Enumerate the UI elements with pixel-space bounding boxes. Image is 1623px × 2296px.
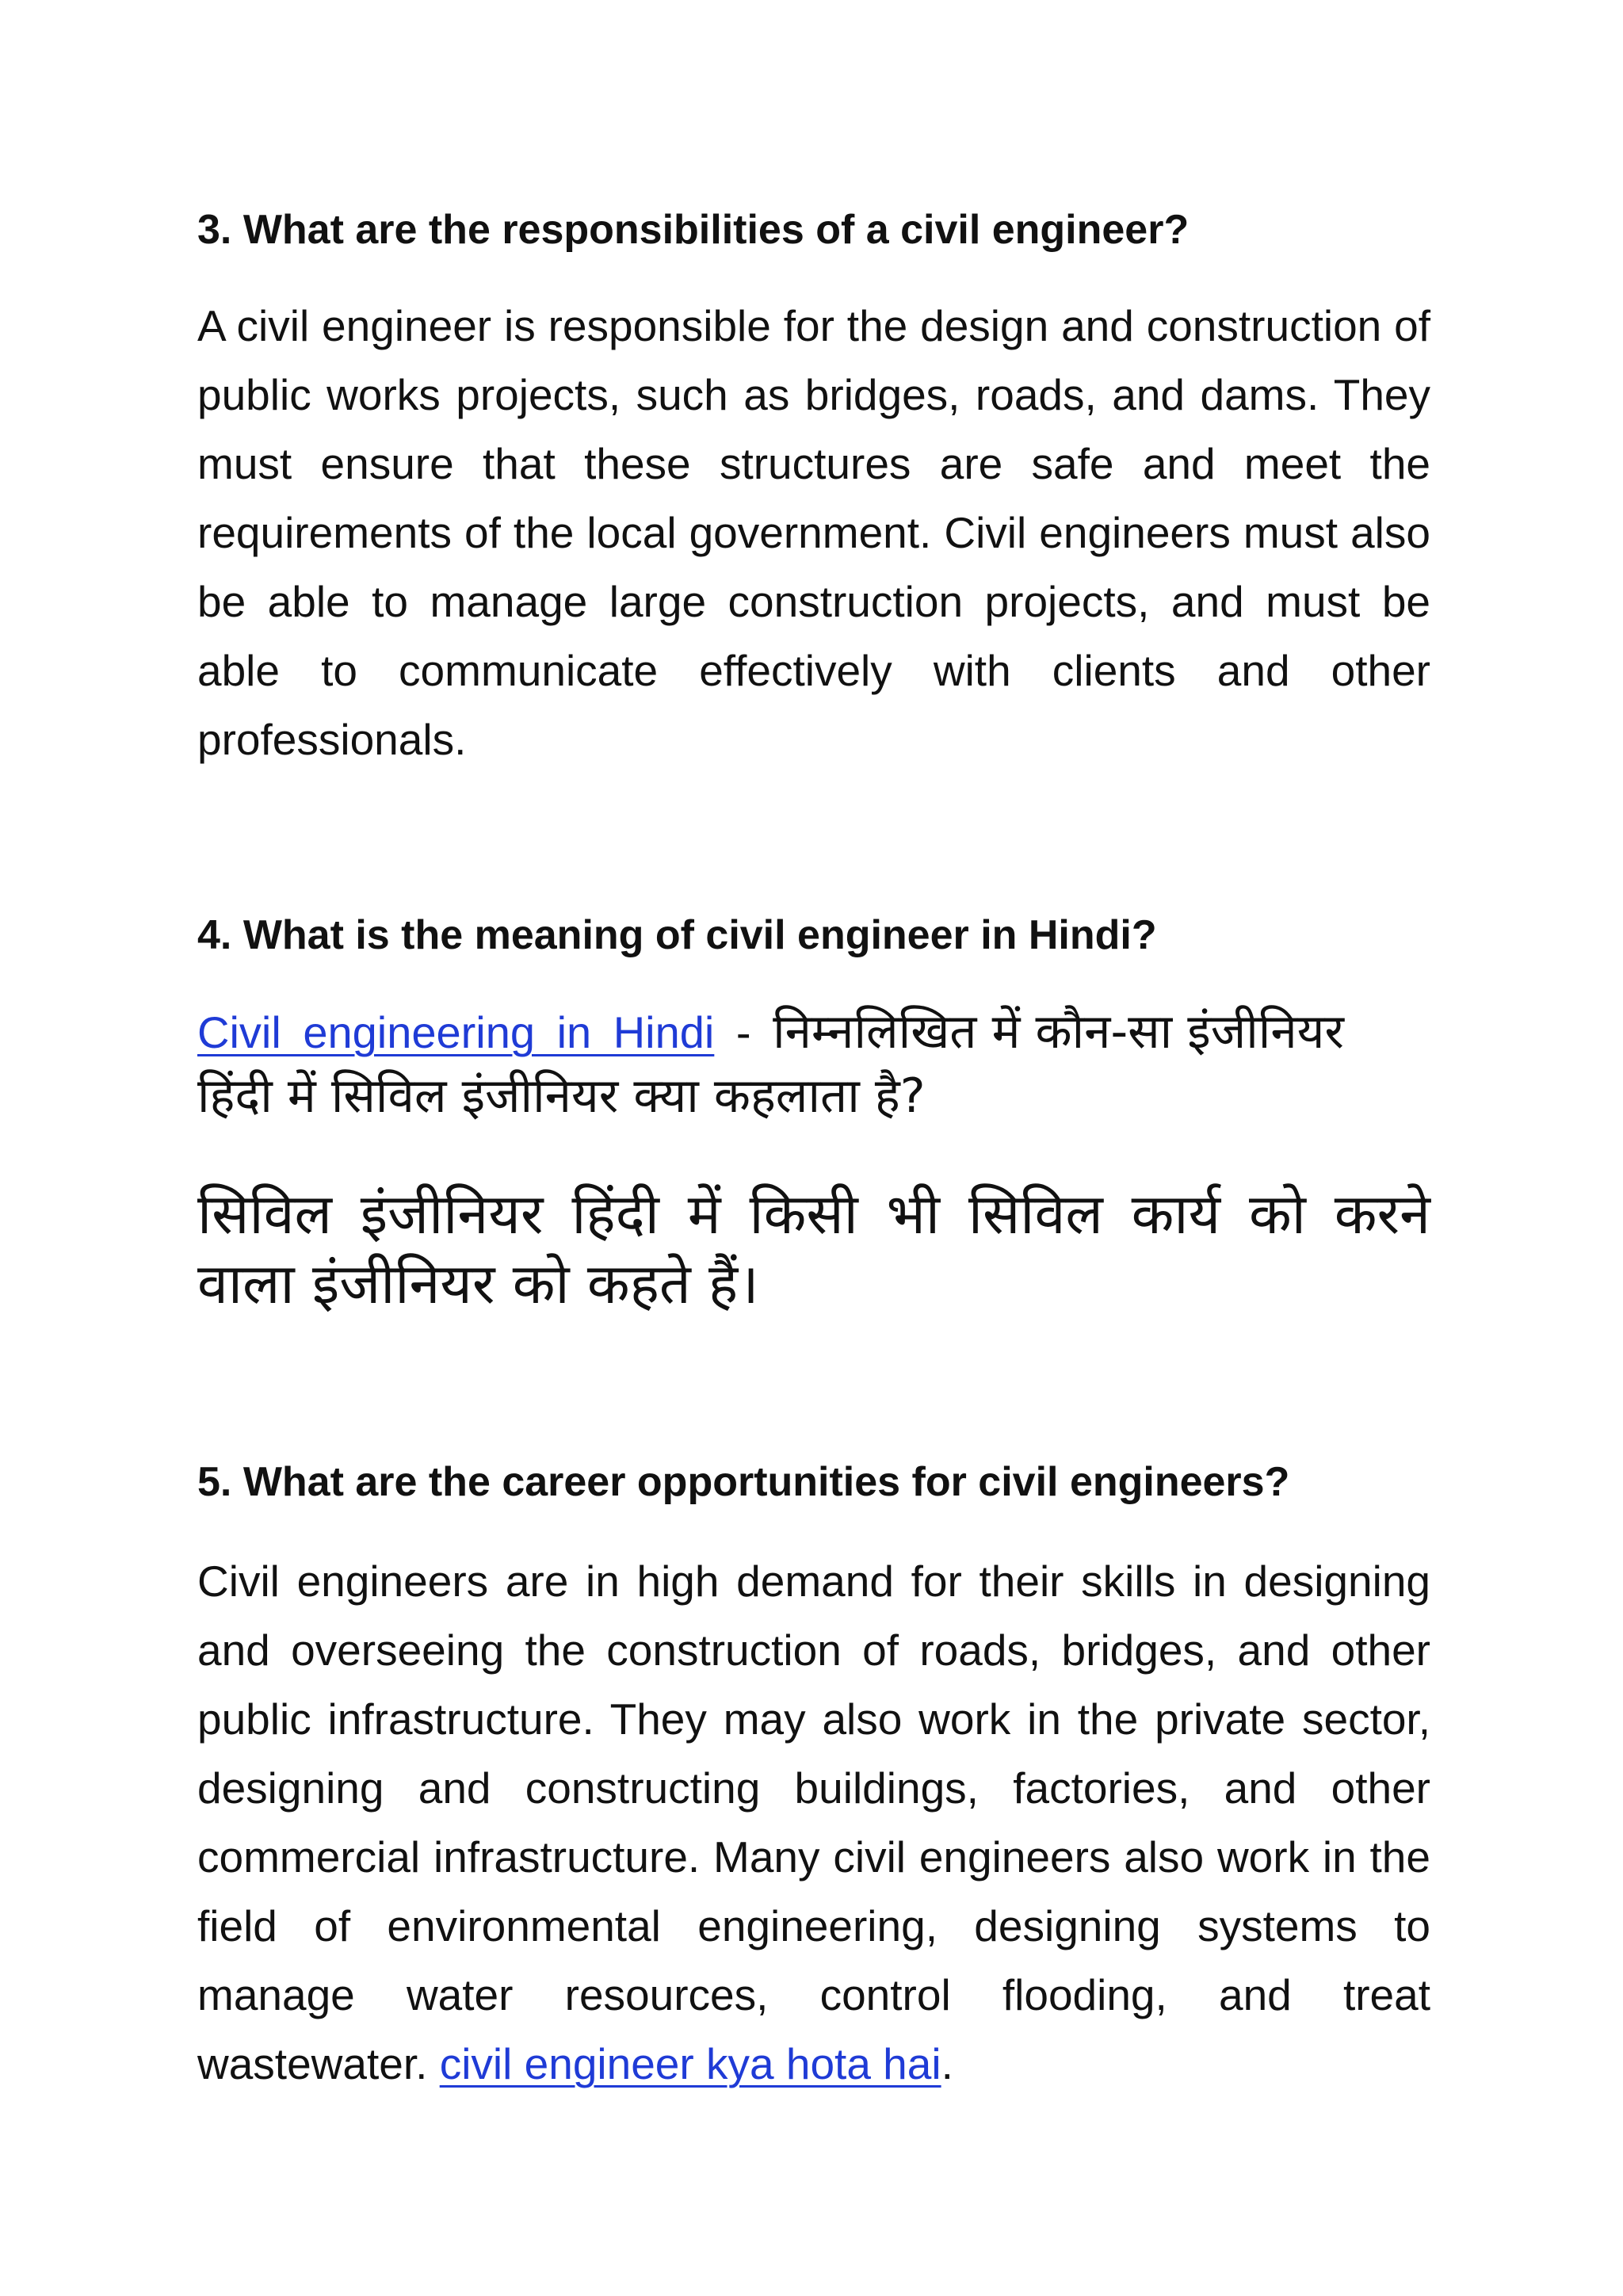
trailing-period: .: [941, 2039, 953, 2088]
question-5-answer-text: Civil engineers are in high demand for their skills in designing and overseeing the construction of roads, bridges, and other public infrastructure. They may also work in the private sector, designing and constructing buildings, factories, and other commercial infrastructure. Many civil engineers also work in the field of environmental engineering, designing systems to manage water resources, control flooding, and treat wastewater.: [197, 1557, 1430, 2088]
question-4-answer-line: [197, 1000, 1430, 1128]
civil-engineering-hindi-link[interactable]: Civil engineering in Hindi: [197, 1007, 715, 1057]
question-3-heading: 3. What are the responsibilities of a civil engineer?: [197, 207, 1190, 253]
question-5-answer: [197, 1547, 1430, 2099]
hindi-answer-text: सिविल इंजीनियर हिंदी में किसी भी सिविल कार्य को करने वाला इंजीनियर को कहते हैं।: [197, 1182, 1430, 1316]
hindi-question-text: निम्नलिखित में कौन-सा इंजीनियर हिंदी में सिविल इंजीनियर क्या कहलाता है?: [197, 1004, 1344, 1124]
question-3-answer: A civil engineer is responsible for the design and construction of public works projects, such as bridges, roads, and dams. They must ensure that these structures are safe and meet the requirements of the local government. Civil engineers must also be able to manage large construction projects, and must be able to communicate effectively with clients and other professionals.: [197, 301, 1430, 764]
question-5-heading: 5. What are the career opportunities for civil engineers?: [197, 1459, 1290, 1505]
civil-engineer-kya-hota-hai-link[interactable]: civil engineer kya hota hai: [439, 2039, 941, 2088]
question-4-heading: 4. What is the meaning of civil engineer in Hindi?: [197, 912, 1157, 958]
separator: -: [714, 1007, 773, 1057]
